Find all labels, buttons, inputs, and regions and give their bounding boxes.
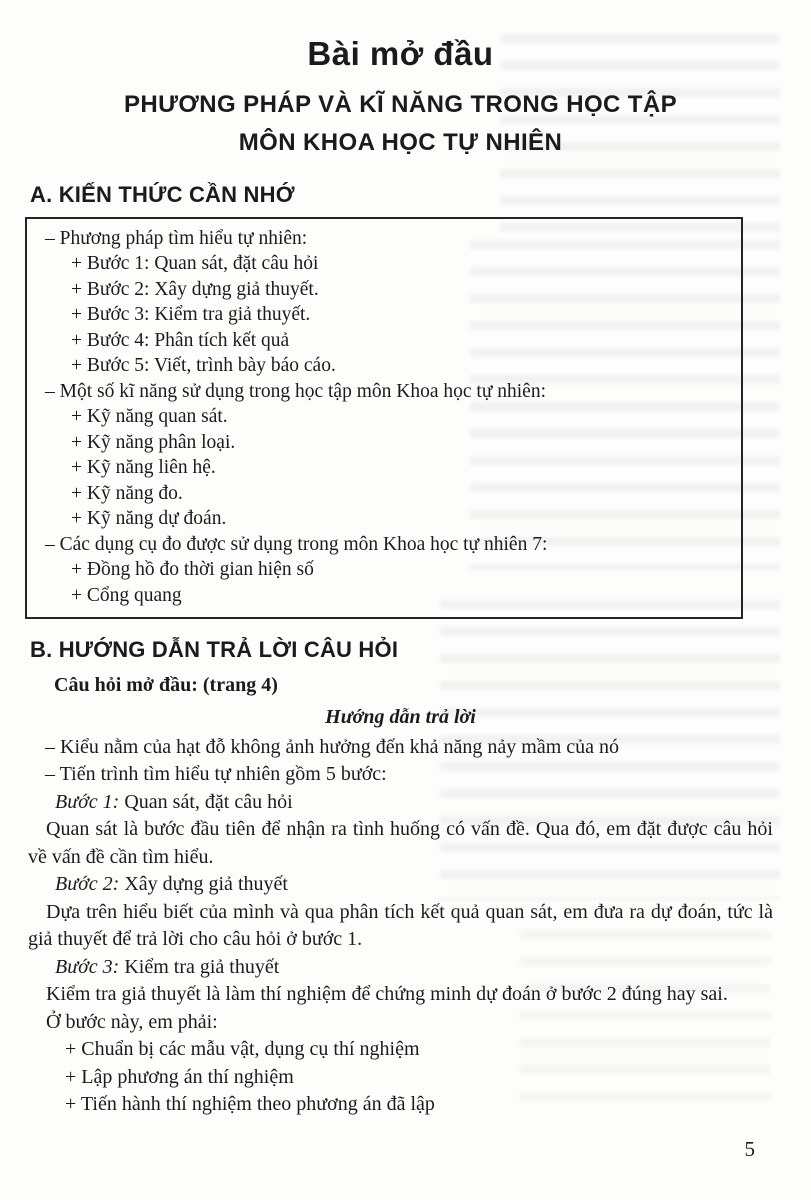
box-item-plus: + Cổng quang [71,584,182,606]
page-content [28,34,773,1119]
knowledge-summary-box [25,217,743,620]
step-label: Bước 2: [55,873,125,896]
box-item-plus: + Kỹ năng dự đoán. [71,508,227,530]
step-paragraph: Bước 3: Kiểm tra giả thuyết [55,955,280,978]
box-item-plus: + Kỹ năng phân loại. [71,431,236,453]
step-paragraph: Bước 1: Quan sát, đặt câu hỏi [55,790,293,813]
paragraph: – Tiến trình tìm hiểu tự nhiên gồm 5 bước: [45,763,387,786]
box-item-dash: – Một số kĩ năng sử dụng trong học tập môn Khoa học tự nhiên: [45,380,547,402]
chapter-subtitle [28,86,773,162]
step-label: Bước 1: [55,790,125,813]
box-item-plus: + Bước 3: Kiểm tra giả thuyết. [71,304,311,326]
box-item-dash: – Các dụng cụ đo được sử dụng trong môn Khoa học tự nhiên 7: [45,533,548,555]
knowledge-box-list [41,226,733,609]
paragraph: + Lập phương án thí nghiệm [65,1065,294,1088]
box-item-plus: + Bước 4: Phân tích kết quả [71,329,290,351]
page-title: Bài mở đầu [307,35,494,72]
section-b-flow [28,734,773,1119]
box-item-plus: + Kỹ năng quan sát. [71,406,228,428]
section-a-heading: A. KIẾN THỨC CẦN NHỚ [30,181,295,207]
page-number: 5 [744,1137,755,1161]
box-item-dash: – Phương pháp tìm hiểu tự nhiên: [45,227,308,249]
opening-question-label: Câu hỏi mở đầu: (trang 4) [54,673,278,696]
paragraph: + Chuẩn bị các mẫu vật, dụng cụ thí nghiệm [65,1038,420,1061]
paragraph: Dựa trên hiểu biết của mình và qua phân tích kết quả quan sát, em đưa ra dự đoán, tức là giả thuyết để trả lời cho câu hỏi ở bước 1. [28,900,773,951]
step-label: Bước 3: [55,955,125,978]
paragraph: + Tiến hành thí nghiệm theo phương án đã lập [65,1093,435,1116]
box-item-plus: + Đồng hồ đo thời gian hiện số [71,559,314,581]
box-item-plus: + Bước 1: Quan sát, đặt câu hỏi [71,253,319,275]
chapter-subtitle-line2: MÔN KHOA HỌC TỰ NHIÊN [238,128,563,156]
box-item-plus: + Bước 5: Viết, trình bày báo cáo. [71,355,336,377]
step-paragraph: Bước 2: Xây dựng giả thuyết [55,873,288,896]
chapter-subtitle-line1: PHƯƠNG PHÁP VÀ KĨ NĂNG TRONG HỌC TẬP [123,90,678,118]
answer-guide-title: Hướng dẫn trả lời [325,705,476,728]
paragraph: Ở bước này, em phải: [46,1010,218,1033]
paragraph: Quan sát là bước đầu tiên để nhận ra tình huống có vấn đề. Qua đó, em đặt được câu hỏi về vấn đề cần tìm hiểu. [28,818,773,868]
box-item-plus: + Kỹ năng đo. [71,482,183,504]
box-item-plus: + Kỹ năng liên hệ. [71,457,216,479]
box-item-plus: + Bước 2: Xây dựng giả thuyết. [71,278,319,300]
section-b-heading: B. HƯỚNG DẪN TRẢ LỜI CÂU HỎI [30,637,399,663]
paragraph: – Kiểu nằm của hạt đỗ không ảnh hưởng đến khả năng nảy mầm của nó [45,735,620,758]
paragraph: Kiểm tra giả thuyết là làm thí nghiệm để chứng minh dự đoán ở bước 2 đúng hay sai. [46,983,728,1006]
